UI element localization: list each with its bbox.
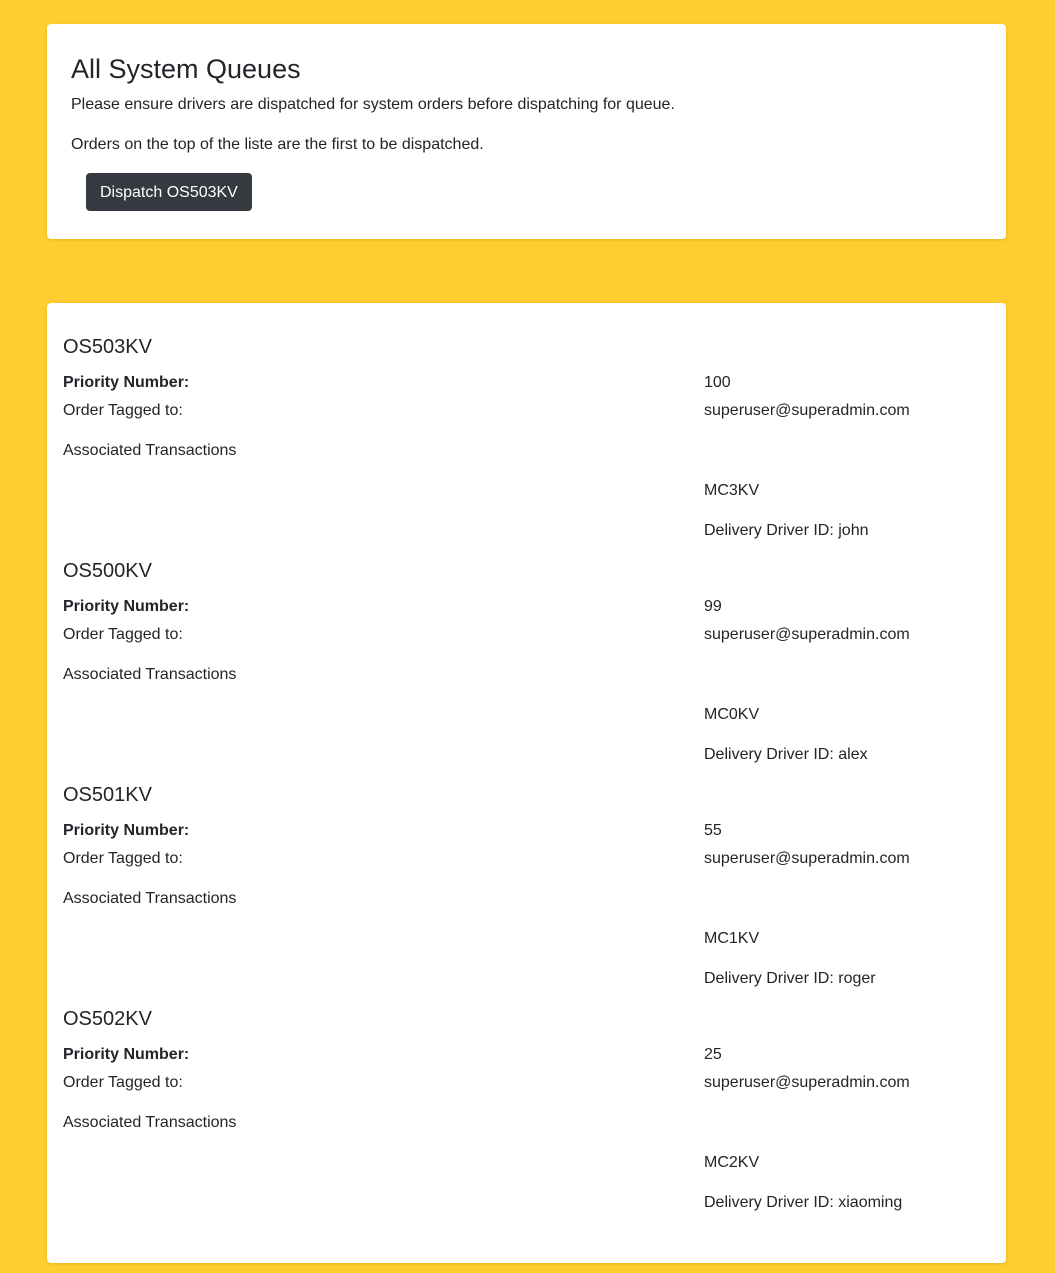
associated-transactions-label: Associated Transactions xyxy=(63,442,237,459)
queue-order-item xyxy=(47,303,1006,539)
order-tagged-to-value: superuser@superadmin.com xyxy=(704,402,910,419)
order-tagged-to-label: Order Tagged to: xyxy=(63,626,183,643)
priority-number-label: Priority Number: xyxy=(63,374,190,391)
priority-number-label: Priority Number: xyxy=(63,1046,190,1063)
priority-number-value: 99 xyxy=(704,598,722,615)
dispatch-instructions: Please ensure drivers are dispatched for system orders before dispatching for queue. xyxy=(71,96,675,113)
order-id: OS501KV xyxy=(63,784,152,806)
order-tagged-to-label: Order Tagged to: xyxy=(63,850,183,867)
transaction-id: MC3KV xyxy=(704,482,760,499)
queue-list-card xyxy=(47,303,1006,1263)
priority-number-label: Priority Number: xyxy=(63,598,190,615)
transaction-id: MC1KV xyxy=(704,930,760,947)
associated-transactions-label: Associated Transactions xyxy=(63,890,237,907)
order-tagged-to-label: Order Tagged to: xyxy=(63,1074,183,1091)
associated-transactions-label: Associated Transactions xyxy=(63,1114,237,1131)
queue-order-item xyxy=(47,527,1006,763)
associated-transactions-label: Associated Transactions xyxy=(63,666,237,683)
order-tagged-to-label: Order Tagged to: xyxy=(63,402,183,419)
queue-order-item xyxy=(47,751,1006,987)
transaction-id: MC0KV xyxy=(704,706,760,723)
order-tagged-to-value: superuser@superadmin.com xyxy=(704,850,910,867)
order-id: OS500KV xyxy=(63,560,152,582)
priority-number-value: 25 xyxy=(704,1046,722,1063)
queue-order-note: Orders on the top of the liste are the first to be dispatched. xyxy=(71,136,484,153)
queue-header-card xyxy=(47,24,1006,239)
delivery-driver: Delivery Driver ID: roger xyxy=(704,970,876,987)
priority-number-value: 55 xyxy=(704,822,722,839)
priority-number-label: Priority Number: xyxy=(63,822,190,839)
page-title: All System Queues xyxy=(71,54,301,84)
dispatch-button[interactable]: Dispatch OS503KV xyxy=(86,173,252,211)
queue-order-item xyxy=(47,975,1006,1211)
order-id: OS503KV xyxy=(63,336,152,358)
transaction-id: MC2KV xyxy=(704,1154,760,1171)
delivery-driver: Delivery Driver ID: xiaoming xyxy=(704,1194,903,1211)
priority-number-value: 100 xyxy=(704,374,731,391)
delivery-driver: Delivery Driver ID: alex xyxy=(704,746,868,763)
delivery-driver: Delivery Driver ID: john xyxy=(704,522,869,539)
order-tagged-to-value: superuser@superadmin.com xyxy=(704,626,910,643)
order-tagged-to-value: superuser@superadmin.com xyxy=(704,1074,910,1091)
order-id: OS502KV xyxy=(63,1008,152,1030)
